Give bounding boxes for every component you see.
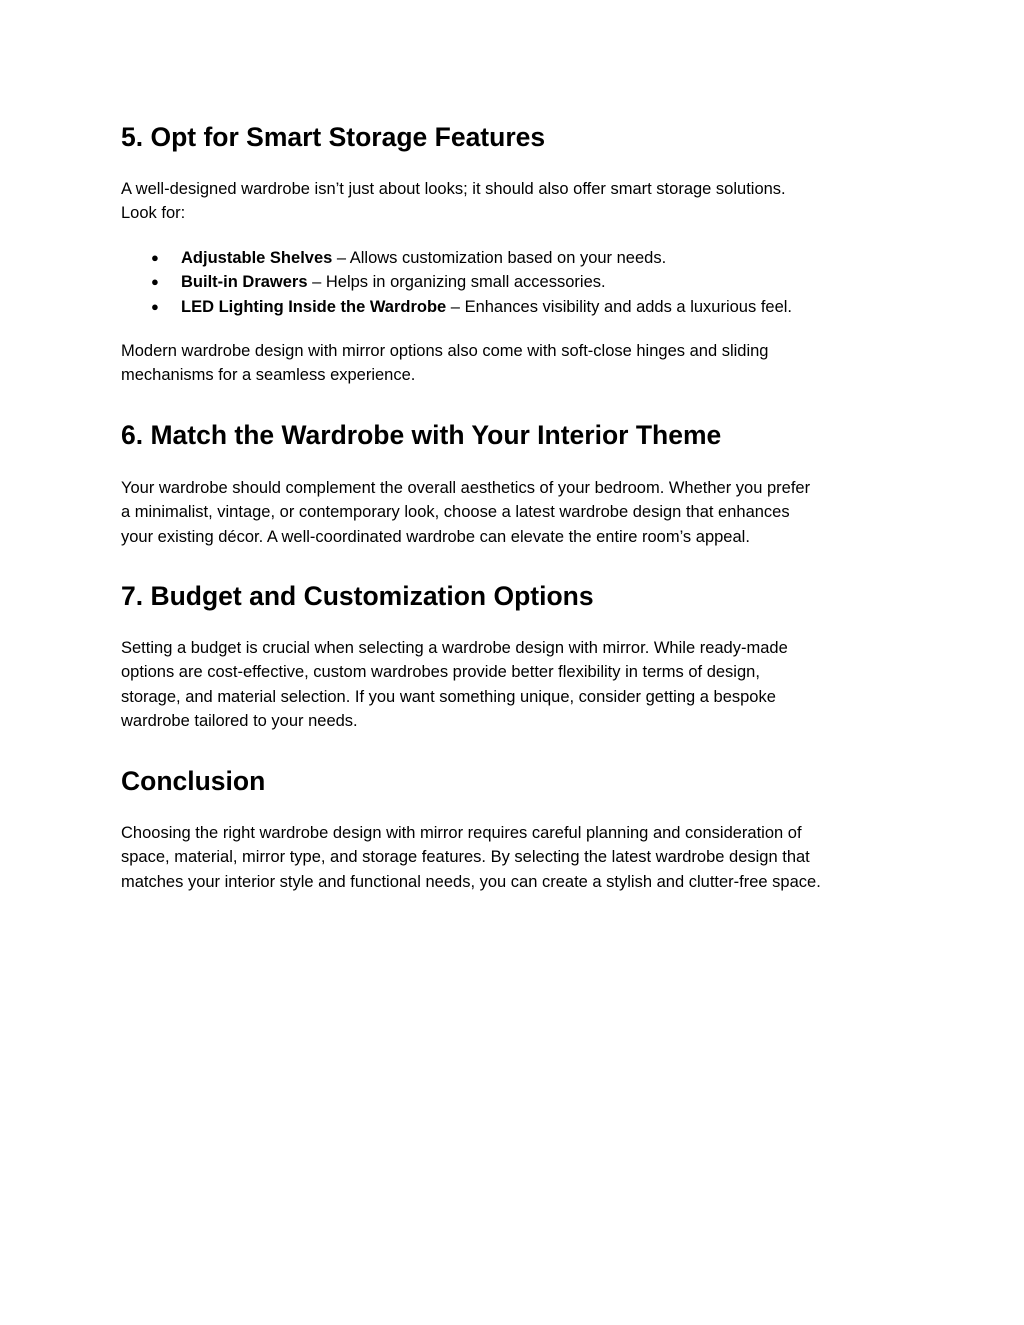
feature-name: Built-in Drawers	[181, 273, 308, 292]
section-heading-smart-storage: 5. Opt for Smart Storage Features	[121, 122, 546, 152]
conclusion-paragraph	[121, 821, 911, 894]
section-heading-conclusion: Conclusion	[121, 766, 266, 796]
smart-storage-closing-line-2: mechanisms for a seamless experience.	[121, 366, 416, 385]
feature-description: – Allows customization based on your needs.	[332, 249, 667, 267]
smart-storage-closing	[121, 339, 911, 388]
smart-storage-intro-line-2: Look for:	[121, 204, 186, 223]
paragraph-line: a minimalist, vintage, or contemporary look, choose a latest wardrobe design that enhances	[121, 503, 790, 522]
interior-theme-paragraph	[121, 476, 911, 549]
list-item	[121, 246, 911, 270]
smart-storage-closing-line-1: Modern wardrobe design with mirror options also come with soft-close hinges and sliding	[121, 342, 769, 360]
paragraph-line: Choosing the right wardrobe design with mirror requires careful planning and consideration of	[121, 824, 802, 842]
bullet-icon: ●	[151, 250, 159, 265]
feature-description: – Helps in organizing small accessories.	[307, 273, 606, 292]
feature-name: LED Lighting Inside the Wardrobe	[181, 297, 447, 316]
list-item	[121, 270, 911, 294]
smart-storage-intro	[121, 177, 911, 226]
paragraph-line: wardrobe tailored to your needs.	[121, 711, 358, 730]
paragraph-line: your existing décor. A well-coordinated wardrobe can elevate the entire room’s appeal.	[121, 527, 750, 546]
paragraph-line: options are cost-effective, custom wardrobes provide better flexibility in terms of design,	[121, 663, 760, 682]
budget-paragraph	[121, 636, 911, 733]
feature-name: Adjustable Shelves	[181, 249, 333, 267]
bullet-icon: ●	[151, 298, 159, 314]
feature-description: – Enhances visibility and adds a luxurious feel.	[446, 297, 793, 316]
section-heading-budget: 7. Budget and Customization Options	[121, 581, 594, 611]
paragraph-line: storage, and material selection. If you want something unique, consider getting a bespoke	[121, 687, 776, 706]
paragraph-line: matches your interior style and functional needs, you can create a stylish and clutter-free space.	[121, 872, 821, 891]
smart-storage-intro-line-1: A well-designed wardrobe isn’t just about looks; it should also offer smart storage solutions.	[121, 180, 786, 198]
paragraph-line: Setting a budget is crucial when selecting a wardrobe design with mirror. While ready-made	[121, 639, 788, 657]
list-item	[121, 295, 911, 319]
paragraph-line: Your wardrobe should complement the overall aesthetics of your bedroom. Whether you prefer	[121, 479, 811, 497]
bullet-icon: ●	[151, 274, 159, 290]
section-heading-interior-theme: 6. Match the Wardrobe with Your Interior Theme	[121, 420, 722, 450]
smart-storage-feature-list	[121, 246, 911, 319]
paragraph-line: space, material, mirror type, and storage features. By selecting the latest wardrobe design that	[121, 848, 810, 867]
